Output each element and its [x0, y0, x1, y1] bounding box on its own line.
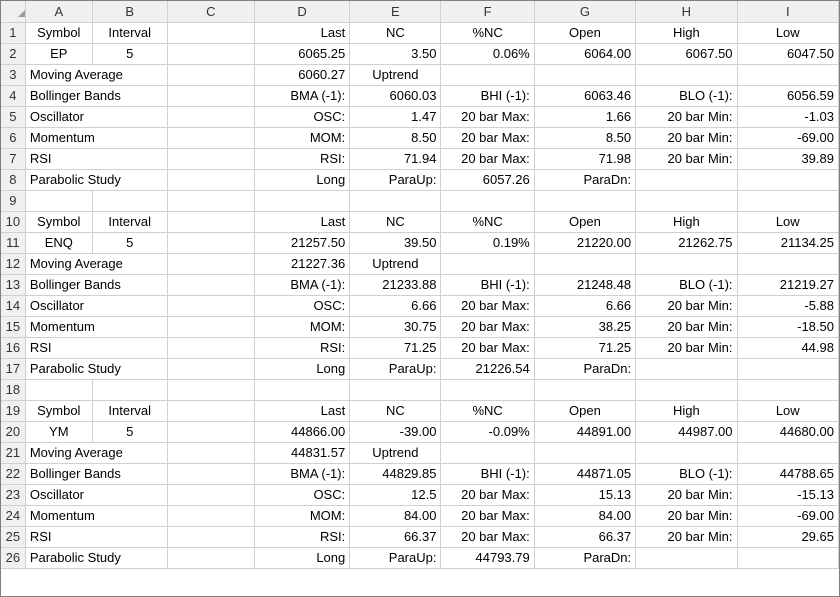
cell[interactable]: [167, 232, 254, 253]
cell[interactable]: [254, 190, 349, 211]
cell[interactable]: -69.00: [737, 505, 838, 526]
cell[interactable]: [167, 190, 254, 211]
cell[interactable]: 8.50: [350, 127, 441, 148]
cell[interactable]: [737, 64, 838, 85]
cell[interactable]: 20 bar Min:: [636, 127, 737, 148]
cell[interactable]: 44680.00: [737, 421, 838, 442]
cell[interactable]: [441, 442, 534, 463]
row-header[interactable]: 4: [1, 85, 25, 106]
table-row: [1, 358, 839, 379]
table-row: [1, 442, 839, 463]
cell[interactable]: 6063.46: [534, 85, 635, 106]
table-row: [1, 106, 839, 127]
cell[interactable]: Oscillator: [25, 484, 167, 505]
table-row: [1, 85, 839, 106]
cell[interactable]: 6.66: [350, 295, 441, 316]
cell[interactable]: NC: [350, 211, 441, 232]
cell[interactable]: [441, 379, 534, 400]
cell[interactable]: [636, 379, 737, 400]
column-header-f[interactable]: F: [441, 1, 534, 22]
cell[interactable]: Bollinger Bands: [25, 463, 167, 484]
cell[interactable]: ParaDn:: [534, 169, 635, 190]
row-header[interactable]: 3: [1, 64, 25, 85]
cell[interactable]: [737, 442, 838, 463]
cell[interactable]: OSC:: [254, 295, 349, 316]
cell[interactable]: 21257.50: [254, 232, 349, 253]
cell[interactable]: Parabolic Study: [25, 358, 167, 379]
cell[interactable]: [737, 169, 838, 190]
cell[interactable]: Uptrend: [350, 64, 441, 85]
cell[interactable]: [167, 148, 254, 169]
row-header[interactable]: 18: [1, 379, 25, 400]
cell[interactable]: 21220.00: [534, 232, 635, 253]
cell[interactable]: [636, 169, 737, 190]
table-row: [1, 169, 839, 190]
row-header[interactable]: 17: [1, 358, 25, 379]
column-header-i[interactable]: I: [737, 1, 838, 22]
cell[interactable]: 66.37: [350, 526, 441, 547]
cell[interactable]: Interval: [92, 400, 167, 421]
cell[interactable]: RSI:: [254, 337, 349, 358]
cell[interactable]: MOM:: [254, 505, 349, 526]
cell[interactable]: 20 bar Max:: [441, 484, 534, 505]
row-header[interactable]: 5: [1, 106, 25, 127]
cell[interactable]: -1.03: [737, 106, 838, 127]
table-row: [1, 295, 839, 316]
cell[interactable]: 84.00: [534, 505, 635, 526]
cell[interactable]: -0.09%: [441, 421, 534, 442]
row-header[interactable]: 19: [1, 400, 25, 421]
table-row: [1, 232, 839, 253]
cell[interactable]: 20 bar Max:: [441, 127, 534, 148]
cell[interactable]: 6057.26: [441, 169, 534, 190]
cell[interactable]: NC: [350, 22, 441, 43]
cell[interactable]: 1.66: [534, 106, 635, 127]
cell[interactable]: Open: [534, 400, 635, 421]
cell[interactable]: 21248.48: [534, 274, 635, 295]
cell[interactable]: [167, 43, 254, 64]
cell[interactable]: [441, 190, 534, 211]
cell[interactable]: Interval: [92, 211, 167, 232]
cell[interactable]: [167, 505, 254, 526]
cell[interactable]: [441, 253, 534, 274]
cell[interactable]: Oscillator: [25, 295, 167, 316]
cell[interactable]: [737, 253, 838, 274]
cell[interactable]: 20 bar Min:: [636, 316, 737, 337]
cell[interactable]: BHI (-1):: [441, 463, 534, 484]
table-row: [1, 43, 839, 64]
cell[interactable]: RSI: [25, 337, 167, 358]
cell[interactable]: 44829.85: [350, 463, 441, 484]
cell[interactable]: 3.50: [350, 43, 441, 64]
table-row: [1, 316, 839, 337]
table-row: [1, 64, 839, 85]
cell[interactable]: Uptrend: [350, 253, 441, 274]
row-header[interactable]: 8: [1, 169, 25, 190]
cell[interactable]: [167, 253, 254, 274]
cell[interactable]: 21227.36: [254, 253, 349, 274]
cell[interactable]: Last: [254, 400, 349, 421]
cell[interactable]: [167, 421, 254, 442]
cell[interactable]: Momentum: [25, 505, 167, 526]
cell[interactable]: -5.88: [737, 295, 838, 316]
cell[interactable]: High: [636, 400, 737, 421]
cell[interactable]: 6067.50: [636, 43, 737, 64]
row-header[interactable]: 24: [1, 505, 25, 526]
cell[interactable]: [167, 547, 254, 568]
cell[interactable]: BLO (-1):: [636, 274, 737, 295]
cell[interactable]: High: [636, 22, 737, 43]
cell[interactable]: 29.65: [737, 526, 838, 547]
cell[interactable]: 44987.00: [636, 421, 737, 442]
cell[interactable]: [25, 190, 92, 211]
cell[interactable]: 20 bar Min:: [636, 295, 737, 316]
cell[interactable]: Long: [254, 358, 349, 379]
cell[interactable]: [167, 526, 254, 547]
row-header[interactable]: 11: [1, 232, 25, 253]
cell[interactable]: 20 bar Max:: [441, 295, 534, 316]
cell[interactable]: 44831.57: [254, 442, 349, 463]
row-header[interactable]: 7: [1, 148, 25, 169]
row-header[interactable]: 23: [1, 484, 25, 505]
cell[interactable]: 20 bar Min:: [636, 526, 737, 547]
cell[interactable]: [534, 190, 635, 211]
cell[interactable]: [167, 400, 254, 421]
cell[interactable]: 20 bar Min:: [636, 106, 737, 127]
cell[interactable]: [636, 358, 737, 379]
table-row: [1, 547, 839, 568]
cell[interactable]: [167, 379, 254, 400]
cell[interactable]: NC: [350, 400, 441, 421]
cell[interactable]: [167, 127, 254, 148]
row-header[interactable]: 9: [1, 190, 25, 211]
cell[interactable]: Bollinger Bands: [25, 274, 167, 295]
cell[interactable]: Last: [254, 211, 349, 232]
row-header[interactable]: 6: [1, 127, 25, 148]
table-row: [1, 148, 839, 169]
cell[interactable]: 5: [92, 232, 167, 253]
cell[interactable]: Oscillator: [25, 106, 167, 127]
cell[interactable]: [167, 22, 254, 43]
table-row: [1, 127, 839, 148]
cell[interactable]: OSC:: [254, 106, 349, 127]
cell[interactable]: %NC: [441, 400, 534, 421]
cell[interactable]: [737, 547, 838, 568]
cell[interactable]: [636, 442, 737, 463]
cell[interactable]: [167, 211, 254, 232]
cell[interactable]: [636, 547, 737, 568]
cell[interactable]: High: [636, 211, 737, 232]
cell[interactable]: -18.50: [737, 316, 838, 337]
cell[interactable]: 84.00: [350, 505, 441, 526]
cell[interactable]: 5: [92, 421, 167, 442]
row-header[interactable]: 20: [1, 421, 25, 442]
cell[interactable]: Interval: [92, 22, 167, 43]
cell[interactable]: Parabolic Study: [25, 169, 167, 190]
table-row: [1, 463, 839, 484]
cell[interactable]: 20 bar Min:: [636, 337, 737, 358]
cell[interactable]: ENQ: [25, 232, 92, 253]
cell[interactable]: 71.25: [350, 337, 441, 358]
table-row: [1, 190, 839, 211]
cell[interactable]: 71.98: [534, 148, 635, 169]
cell[interactable]: ParaUp:: [350, 358, 441, 379]
cell[interactable]: 21219.27: [737, 274, 838, 295]
cell[interactable]: 20 bar Max:: [441, 505, 534, 526]
cell[interactable]: [167, 442, 254, 463]
table-row: [1, 379, 839, 400]
row-header[interactable]: 16: [1, 337, 25, 358]
row-header[interactable]: 22: [1, 463, 25, 484]
cell[interactable]: 71.25: [534, 337, 635, 358]
cell[interactable]: Open: [534, 22, 635, 43]
cell[interactable]: [167, 484, 254, 505]
cell[interactable]: Symbol: [25, 22, 92, 43]
cell[interactable]: ParaDn:: [534, 358, 635, 379]
cell[interactable]: 30.75: [350, 316, 441, 337]
table-row: [1, 421, 839, 442]
column-header-b[interactable]: B: [92, 1, 167, 22]
table-row: [1, 211, 839, 232]
cell[interactable]: [350, 190, 441, 211]
cell[interactable]: [92, 190, 167, 211]
cell[interactable]: Long: [254, 169, 349, 190]
cell[interactable]: 44871.05: [534, 463, 635, 484]
cell[interactable]: Symbol: [25, 211, 92, 232]
row-header[interactable]: 21: [1, 442, 25, 463]
cell[interactable]: Moving Average: [25, 64, 167, 85]
cell[interactable]: [25, 379, 92, 400]
cell[interactable]: %NC: [441, 211, 534, 232]
cell[interactable]: BHI (-1):: [441, 85, 534, 106]
cell[interactable]: [254, 379, 349, 400]
cell[interactable]: [167, 316, 254, 337]
cell[interactable]: [737, 190, 838, 211]
cell[interactable]: 39.89: [737, 148, 838, 169]
cell[interactable]: [92, 379, 167, 400]
cell[interactable]: Open: [534, 211, 635, 232]
cell[interactable]: [636, 190, 737, 211]
column-header-g[interactable]: G: [534, 1, 635, 22]
table-row: [1, 22, 839, 43]
cell[interactable]: 44793.79: [441, 547, 534, 568]
cell[interactable]: [636, 253, 737, 274]
cell[interactable]: 5: [92, 43, 167, 64]
cell[interactable]: Moving Average: [25, 442, 167, 463]
cell[interactable]: Symbol: [25, 400, 92, 421]
row-header[interactable]: 14: [1, 295, 25, 316]
cell[interactable]: Low: [737, 22, 838, 43]
row-header[interactable]: 10: [1, 211, 25, 232]
cell[interactable]: BMA (-1):: [254, 463, 349, 484]
cell[interactable]: RSI:: [254, 526, 349, 547]
cell[interactable]: 20 bar Max:: [441, 526, 534, 547]
column-header-h[interactable]: H: [636, 1, 737, 22]
cell[interactable]: EP: [25, 43, 92, 64]
cell[interactable]: [167, 85, 254, 106]
cell[interactable]: BLO (-1):: [636, 85, 737, 106]
cell[interactable]: YM: [25, 421, 92, 442]
cell[interactable]: OSC:: [254, 484, 349, 505]
cell[interactable]: 20 bar Min:: [636, 505, 737, 526]
cell[interactable]: 6056.59: [737, 85, 838, 106]
cell[interactable]: ParaUp:: [350, 169, 441, 190]
cell[interactable]: 20 bar Min:: [636, 148, 737, 169]
cell[interactable]: [167, 358, 254, 379]
select-all-icon[interactable]: [1, 1, 25, 22]
cell[interactable]: Last: [254, 22, 349, 43]
cell[interactable]: BMA (-1):: [254, 274, 349, 295]
table-row: [1, 400, 839, 421]
cell[interactable]: 21233.88: [350, 274, 441, 295]
table-row: [1, 337, 839, 358]
cell[interactable]: -69.00: [737, 127, 838, 148]
cell[interactable]: 8.50: [534, 127, 635, 148]
row-header[interactable]: 1: [1, 22, 25, 43]
cell[interactable]: 44866.00: [254, 421, 349, 442]
cell[interactable]: -15.13: [737, 484, 838, 505]
cell[interactable]: 20 bar Min:: [636, 484, 737, 505]
cell[interactable]: BHI (-1):: [441, 274, 534, 295]
column-header-c[interactable]: C: [167, 1, 254, 22]
cell[interactable]: [534, 442, 635, 463]
cell[interactable]: 6064.00: [534, 43, 635, 64]
cell[interactable]: [167, 106, 254, 127]
cell[interactable]: 0.06%: [441, 43, 534, 64]
cell[interactable]: 71.94: [350, 148, 441, 169]
table-row: [1, 526, 839, 547]
cell[interactable]: 1.47: [350, 106, 441, 127]
cell[interactable]: Momentum: [25, 316, 167, 337]
cell[interactable]: 6047.50: [737, 43, 838, 64]
cell[interactable]: ParaUp:: [350, 547, 441, 568]
worksheet-body: [1, 22, 839, 568]
cell[interactable]: Low: [737, 400, 838, 421]
row-header[interactable]: 12: [1, 253, 25, 274]
cell[interactable]: 44788.65: [737, 463, 838, 484]
column-header-e[interactable]: E: [350, 1, 441, 22]
row-header[interactable]: 25: [1, 526, 25, 547]
cell[interactable]: 44891.00: [534, 421, 635, 442]
table-row: [1, 484, 839, 505]
cell[interactable]: -39.00: [350, 421, 441, 442]
cell[interactable]: Moving Average: [25, 253, 167, 274]
cell[interactable]: 20 bar Max:: [441, 148, 534, 169]
cell[interactable]: 44.98: [737, 337, 838, 358]
cell[interactable]: MOM:: [254, 127, 349, 148]
cell[interactable]: 15.13: [534, 484, 635, 505]
cell[interactable]: 20 bar Max:: [441, 106, 534, 127]
cell[interactable]: Parabolic Study: [25, 547, 167, 568]
cell[interactable]: 12.5: [350, 484, 441, 505]
cell[interactable]: [167, 295, 254, 316]
cell[interactable]: BMA (-1):: [254, 85, 349, 106]
cell[interactable]: [167, 169, 254, 190]
cell[interactable]: 6060.27: [254, 64, 349, 85]
column-header-a[interactable]: A: [25, 1, 92, 22]
cell[interactable]: 21226.54: [441, 358, 534, 379]
row-header[interactable]: 13: [1, 274, 25, 295]
cell[interactable]: [534, 379, 635, 400]
table-row: [1, 505, 839, 526]
column-header-d[interactable]: D: [254, 1, 349, 22]
cell[interactable]: 21262.75: [636, 232, 737, 253]
cell[interactable]: 21134.25: [737, 232, 838, 253]
cell[interactable]: [167, 337, 254, 358]
cell[interactable]: Long: [254, 547, 349, 568]
cell[interactable]: 20 bar Max:: [441, 316, 534, 337]
cell[interactable]: 6065.25: [254, 43, 349, 64]
row-header[interactable]: 2: [1, 43, 25, 64]
row-header[interactable]: 26: [1, 547, 25, 568]
table-row: [1, 274, 839, 295]
cell[interactable]: [350, 379, 441, 400]
table-row: [1, 253, 839, 274]
cell[interactable]: BLO (-1):: [636, 463, 737, 484]
column-header-row: [1, 1, 839, 22]
cell[interactable]: [737, 379, 838, 400]
cell[interactable]: [167, 274, 254, 295]
worksheet-table: [1, 1, 839, 569]
cell[interactable]: RSI:: [254, 148, 349, 169]
cell[interactable]: [737, 358, 838, 379]
cell[interactable]: [534, 64, 635, 85]
cell[interactable]: Low: [737, 211, 838, 232]
cell[interactable]: [167, 64, 254, 85]
cell[interactable]: RSI: [25, 526, 167, 547]
cell[interactable]: ParaDn:: [534, 547, 635, 568]
cell[interactable]: [167, 463, 254, 484]
cell[interactable]: Uptrend: [350, 442, 441, 463]
row-header[interactable]: 15: [1, 316, 25, 337]
cell[interactable]: Bollinger Bands: [25, 85, 167, 106]
cell[interactable]: 38.25: [534, 316, 635, 337]
cell[interactable]: %NC: [441, 22, 534, 43]
cell[interactable]: 6060.03: [350, 85, 441, 106]
cell[interactable]: RSI: [25, 148, 167, 169]
cell[interactable]: [441, 64, 534, 85]
cell[interactable]: 66.37: [534, 526, 635, 547]
cell[interactable]: 6.66: [534, 295, 635, 316]
cell[interactable]: MOM:: [254, 316, 349, 337]
cell[interactable]: 0.19%: [441, 232, 534, 253]
cell[interactable]: Momentum: [25, 127, 167, 148]
cell[interactable]: 20 bar Max:: [441, 337, 534, 358]
cell[interactable]: [534, 253, 635, 274]
cell[interactable]: 39.50: [350, 232, 441, 253]
cell[interactable]: [636, 64, 737, 85]
